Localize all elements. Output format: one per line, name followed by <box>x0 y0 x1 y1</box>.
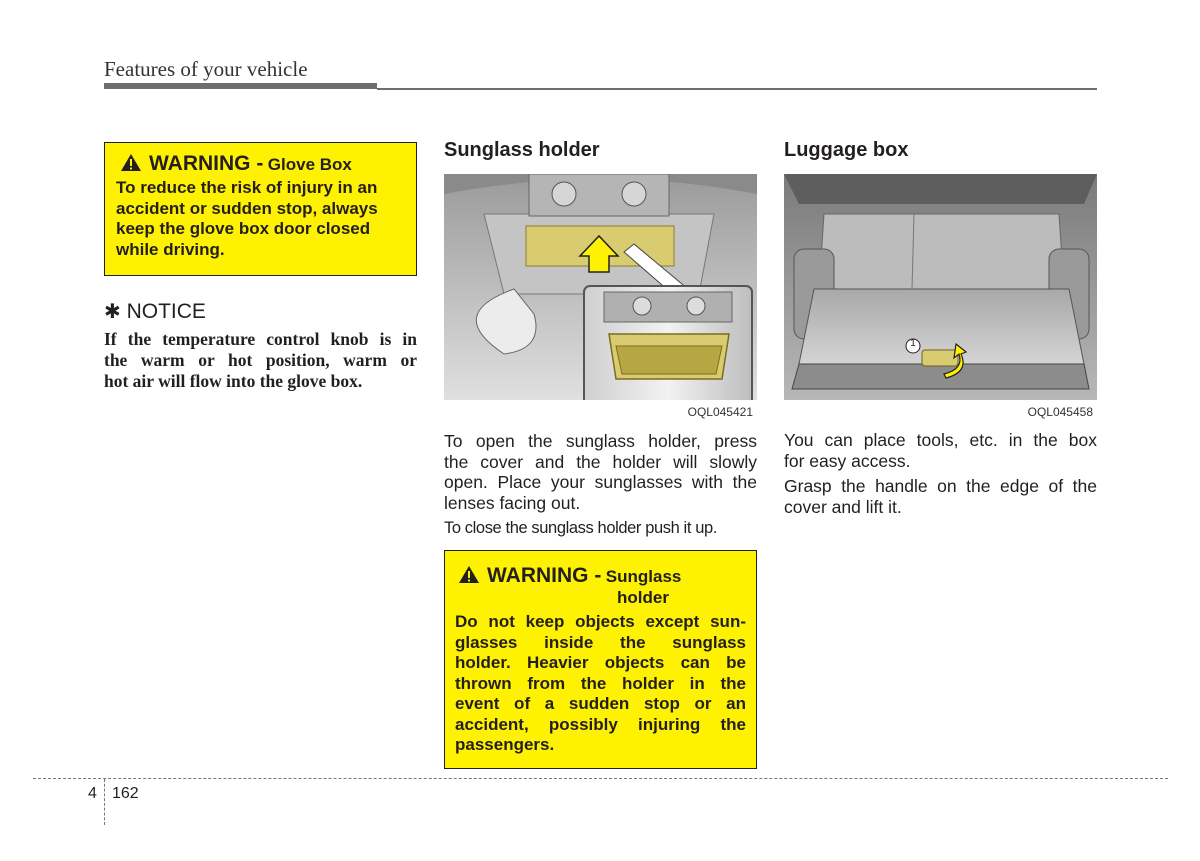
paragraph-line: To open the sunglass holder, press <box>444 431 757 451</box>
header-rule-thin <box>377 88 1097 90</box>
warning-sunglass-holder <box>444 550 757 769</box>
luggage-storage-text <box>784 430 1097 471</box>
sunglass-open-instructions <box>444 431 757 513</box>
paragraph-line: cover and lift it. <box>784 496 902 517</box>
luggage-handle-text <box>784 476 1097 517</box>
luggage-box-illustration <box>784 174 1097 420</box>
notice-asterisk-icon: ✱ <box>104 301 121 323</box>
warning-text <box>455 612 746 756</box>
warning-line: while driving. <box>116 239 225 259</box>
warning-line: glasses inside the sunglass <box>455 632 746 652</box>
warning-topic: Sunglass <box>605 567 682 586</box>
figure-code: OQL045458 <box>1027 405 1093 419</box>
sunglass-holder-figure <box>444 174 757 420</box>
header-rule-thick <box>104 83 377 89</box>
warning-topic: Glove Box <box>267 155 352 174</box>
warning-topic-continued: holder <box>617 588 669 607</box>
notice-line: the warm or hot position, warm or <box>104 350 417 370</box>
warning-line: thrown from the holder in the <box>455 673 746 693</box>
sunglass-holder-illustration <box>444 174 757 420</box>
paragraph-line: open. Place your sunglasses with the <box>444 472 757 492</box>
callout-number: 1 <box>910 338 916 349</box>
paragraph-line: for easy access. <box>784 450 911 471</box>
warning-line: holder. Heavier objects can be <box>455 653 746 672</box>
figure-code: OQL045421 <box>687 405 753 419</box>
paragraph-line: Grasp the handle on the edge of the <box>784 476 1097 496</box>
warning-label: WARNING - <box>487 564 602 587</box>
warning-line: accident, possibly injuring the <box>455 714 746 734</box>
warning-line: event of a sudden stop or an <box>455 694 746 713</box>
paragraph-line: the cover and the holder will slowly <box>444 451 757 472</box>
chapter-number: 4 <box>88 785 97 802</box>
page-number: 162 <box>112 785 139 802</box>
warning-text <box>116 178 406 260</box>
notice-line: If the temperature control knob is in <box>104 329 417 349</box>
warning-triangle-icon <box>458 565 480 584</box>
paragraph-line: You can place tools, etc. in the box <box>784 430 1097 450</box>
notice-heading <box>104 299 206 324</box>
sunglass-close-instructions: To close the sunglass holder push it up. <box>444 519 717 537</box>
paragraph-line: lenses facing out. <box>444 492 581 513</box>
warning-label: WARNING - <box>149 152 264 175</box>
running-header: Features of your vehicle <box>104 57 308 81</box>
warning-line: Do not keep objects except sun- <box>455 612 746 631</box>
warning-triangle-icon <box>120 153 142 172</box>
luggage-box-figure <box>784 174 1097 420</box>
notice-line: hot air will flow into the glove box. <box>104 371 363 391</box>
warning-heading <box>458 564 746 610</box>
warning-line: To reduce the risk of injury in an <box>116 178 378 197</box>
warning-line: passengers. <box>455 735 555 754</box>
footer-divider <box>104 779 105 825</box>
notice-title: NOTICE <box>126 300 206 323</box>
warning-glove-box <box>104 142 417 276</box>
warning-heading <box>120 152 406 176</box>
warning-line: keep the glove box door closed <box>116 219 371 238</box>
footer-rule <box>33 778 1168 779</box>
notice-text <box>104 329 417 392</box>
warning-line: accident or sudden stop, always <box>116 198 378 218</box>
luggage-heading: Luggage box <box>784 139 909 161</box>
sunglass-heading: Sunglass holder <box>444 139 600 161</box>
